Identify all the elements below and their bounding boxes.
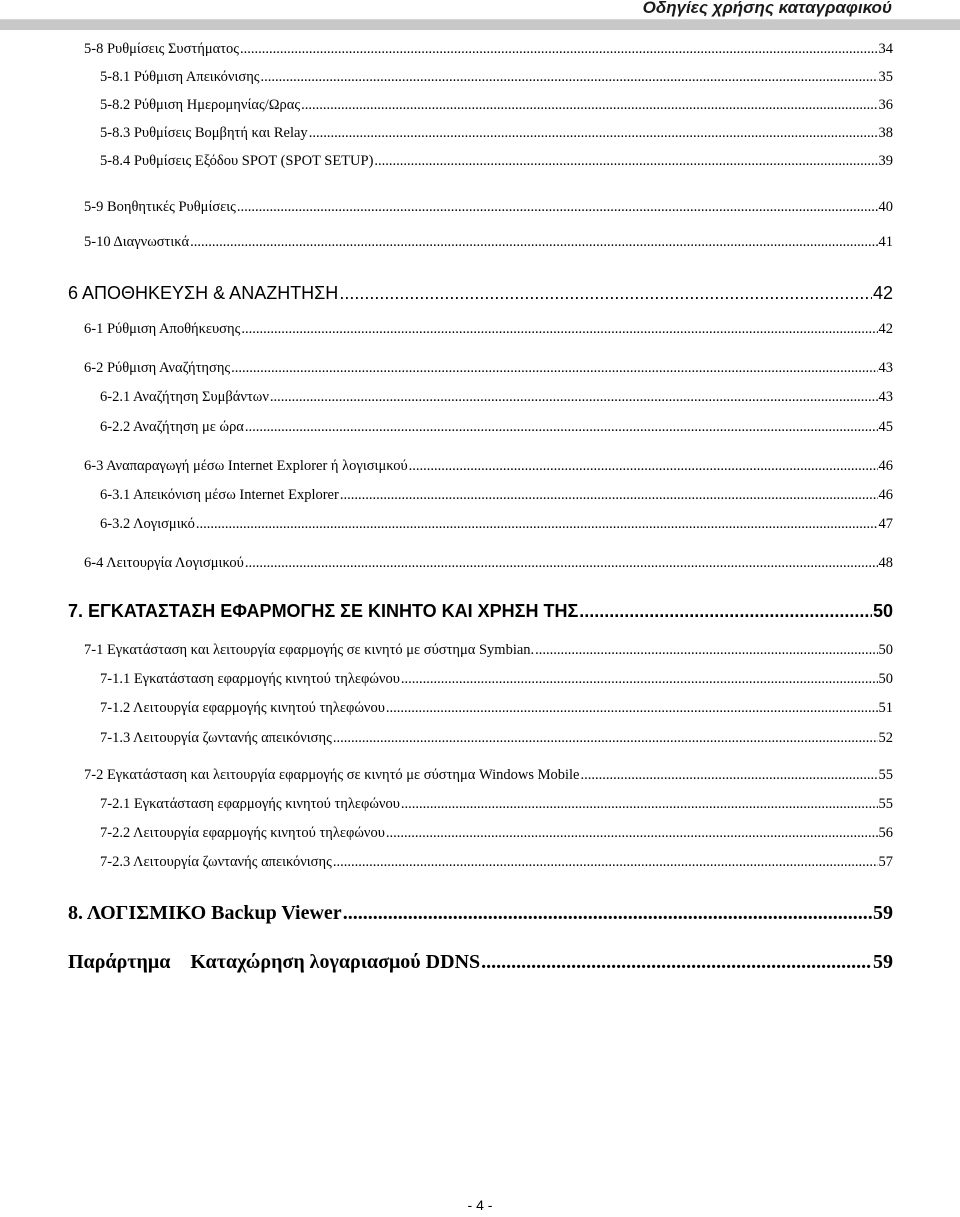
toc-entry-label: Παράρτημα (68, 951, 171, 973)
dot-leader (333, 853, 878, 871)
toc-entry-page: 43 (878, 360, 893, 376)
toc-entry[interactable] (100, 124, 893, 142)
toc-entry-page: 47 (878, 516, 893, 532)
toc-entry[interactable] (100, 96, 893, 114)
toc-entry-label: 7-2.1 Εγκατάσταση εφαρμογής κινητού τηλεφώνου (100, 796, 400, 812)
toc-entry[interactable] (100, 729, 893, 747)
dot-leader (343, 901, 872, 925)
toc-entry[interactable] (100, 486, 893, 504)
dot-leader (241, 320, 877, 338)
toc-entry-label: 7-2.3 Λειτουργία ζωντανής απεικόνισης (100, 854, 332, 870)
toc-entry-label: 5-8.2 Ρύθμιση Ημερομηνίας/Ωρας (100, 97, 301, 113)
document-title: Οδηγίες χρήσης καταγραφικού (642, 0, 892, 17)
toc-entry-page: 52 (878, 730, 893, 746)
dot-leader (245, 418, 878, 436)
toc-entry-label: 5-8.1 Ρύθμιση Απεικόνισης (100, 69, 260, 85)
toc-entry-label: 6 ΑΠΟΘΗΚΕΥΣΗ & ΑΝΑΖΗΤΗΣΗ (68, 283, 339, 303)
toc-entry-label: 7-2 Εγκατάσταση και λειτουργία εφαρμογής σε κινητό με σύστημα Windows Mobile (84, 767, 580, 783)
toc-entry-page: 57 (878, 854, 893, 870)
toc-appendix-entry[interactable] (68, 950, 893, 974)
dot-leader (535, 641, 877, 659)
toc-entry[interactable] (84, 359, 893, 377)
toc-entry-label: 7-1.2 Λειτουργία εφαρμογής κινητού τηλεφώνου (100, 700, 385, 716)
dot-leader (339, 282, 872, 304)
dot-leader (237, 198, 878, 216)
toc-entry-label: 7. ΕΓΚΑΤΑΣΤΑΣΗ ΕΦΑΡΜΟΓΗΣ ΣΕ ΚΙΝΗΤΟ ΚΑΙ ΧΡΗΣΗ ΤΗΣ (68, 601, 579, 621)
toc-entry-page: 51 (878, 700, 893, 716)
toc-entry-label: 6-3 Αναπαραγωγή μέσω Internet Explorer ή λογισιμκού (84, 458, 408, 474)
dot-leader (309, 124, 878, 142)
toc-entry[interactable] (84, 457, 893, 475)
toc-entry-label: 6-2.2 Αναζήτηση με ώρα (100, 419, 244, 435)
toc-entry[interactable] (84, 40, 893, 58)
toc-entry-page: 41 (878, 234, 893, 250)
dot-leader (231, 359, 877, 377)
dot-leader (401, 670, 878, 688)
page-number: - 4 - (467, 1197, 493, 1213)
toc-entry[interactable] (84, 554, 893, 572)
toc-entry[interactable] (100, 699, 893, 717)
dot-leader (374, 152, 877, 170)
dot-leader (261, 68, 878, 86)
toc-entry[interactable] (100, 824, 893, 842)
toc-entry-label: 8. ΛΟΓΙΣΜΙΚΟ Backup Viewer (68, 902, 342, 924)
dot-leader (240, 40, 877, 58)
dot-leader (581, 766, 878, 784)
toc-entry-page: 34 (878, 41, 893, 57)
toc-entry-label: 6-3.2 Λογισμικό (100, 516, 195, 532)
toc-chapter-entry[interactable] (68, 600, 893, 622)
toc-entry-page: 38 (878, 125, 893, 141)
toc-entry-label-secondary: Καταχώρηση λογαριασμού DDNS (190, 951, 481, 973)
dot-leader (245, 554, 878, 572)
toc-entry-label: 5-9 Βοηθητικές Ρυθμίσεις (84, 199, 236, 215)
toc-entry-page: 50 (872, 601, 893, 621)
toc-entry-page: 59 (873, 902, 893, 924)
dot-leader (409, 457, 878, 475)
toc-entry[interactable] (84, 198, 893, 216)
toc-entry-label: 7-1.1 Εγκατάσταση εφαρμογής κινητού τηλεφώνου (100, 671, 400, 687)
toc-entry[interactable] (100, 795, 893, 813)
toc-chapter-entry[interactable] (68, 901, 893, 925)
toc-entry[interactable] (100, 515, 893, 533)
toc-entry-page: 35 (878, 69, 893, 85)
toc-entry[interactable] (84, 320, 893, 338)
toc-entry[interactable] (100, 853, 893, 871)
toc-entry-label: 5-10 Διαγνωστικά (84, 234, 190, 250)
dot-leader (333, 729, 878, 747)
toc-entry[interactable] (100, 388, 893, 406)
toc-entry-page: 39 (878, 153, 893, 169)
toc-entry-label: 7-1 Εγκατάσταση και λειτουργία εφαρμογής σε κινητό με σύστημα Symbian. (84, 642, 535, 658)
toc-entry-label: 6-2.1 Αναζήτηση Συμβάντων (100, 389, 269, 405)
toc-entry[interactable] (84, 766, 893, 784)
toc-entry[interactable] (100, 68, 893, 86)
dot-leader (190, 233, 877, 251)
dot-leader (196, 515, 878, 533)
toc-entry-page: 50 (878, 671, 893, 687)
page-header (0, 0, 960, 30)
dot-leader (386, 824, 878, 842)
toc-entry-page: 56 (878, 825, 893, 841)
dot-leader (481, 950, 872, 974)
toc-entry-label: 6-2 Ρύθμιση Αναζήτησης (84, 360, 231, 376)
dot-leader (340, 486, 878, 504)
toc-entry[interactable] (100, 152, 893, 170)
toc-entry-label: 7-2.2 Λειτουργία εφαρμογής κινητού τηλεφώνου (100, 825, 385, 841)
toc-entry[interactable] (84, 233, 893, 251)
toc-entry-label: 6-1 Ρύθμιση Αποθήκευσης (84, 321, 241, 337)
toc-entry-page: 36 (878, 97, 893, 113)
toc-entry-label: 5-8 Ρυθμίσεις Συστήματος (84, 41, 240, 57)
toc-entry-page: 46 (878, 458, 893, 474)
toc-entry[interactable] (100, 418, 893, 436)
toc-entry-page: 45 (878, 419, 893, 435)
toc-entry-page: 42 (878, 321, 893, 337)
toc-chapter-entry[interactable] (68, 282, 893, 304)
toc-entry-page: 43 (878, 389, 893, 405)
toc-entry-page: 40 (878, 199, 893, 215)
toc-entry-label: 7-1.3 Λειτουργία ζωντανής απεικόνισης (100, 730, 332, 746)
toc-entry-label: 5-8.4 Ρυθμίσεις Εξόδου SPOT (SPOT SETUP) (100, 153, 374, 169)
toc-entry-page: 55 (878, 767, 893, 783)
toc-entry-label: 6-4 Λειτουργία Λογισμικού (84, 555, 244, 571)
toc-entry-page: 55 (878, 796, 893, 812)
dot-leader (579, 600, 872, 622)
dot-leader (401, 795, 878, 813)
toc-entry[interactable] (100, 670, 893, 688)
dot-leader (270, 388, 878, 406)
toc-entry-label: 5-8.3 Ρυθμίσεις Βομβητή και Relay (100, 125, 308, 141)
toc-entry-page: 48 (878, 555, 893, 571)
toc-entry-label: 6-3.1 Απεικόνιση μέσω Internet Explorer (100, 487, 339, 503)
toc-entry-page: 42 (872, 283, 893, 303)
toc-entry-page: 59 (873, 951, 893, 973)
toc-entry[interactable] (84, 641, 893, 659)
dot-leader (386, 699, 878, 717)
toc-entry-page: 50 (878, 642, 893, 658)
toc-entry-page: 46 (878, 487, 893, 503)
dot-leader (301, 96, 877, 114)
